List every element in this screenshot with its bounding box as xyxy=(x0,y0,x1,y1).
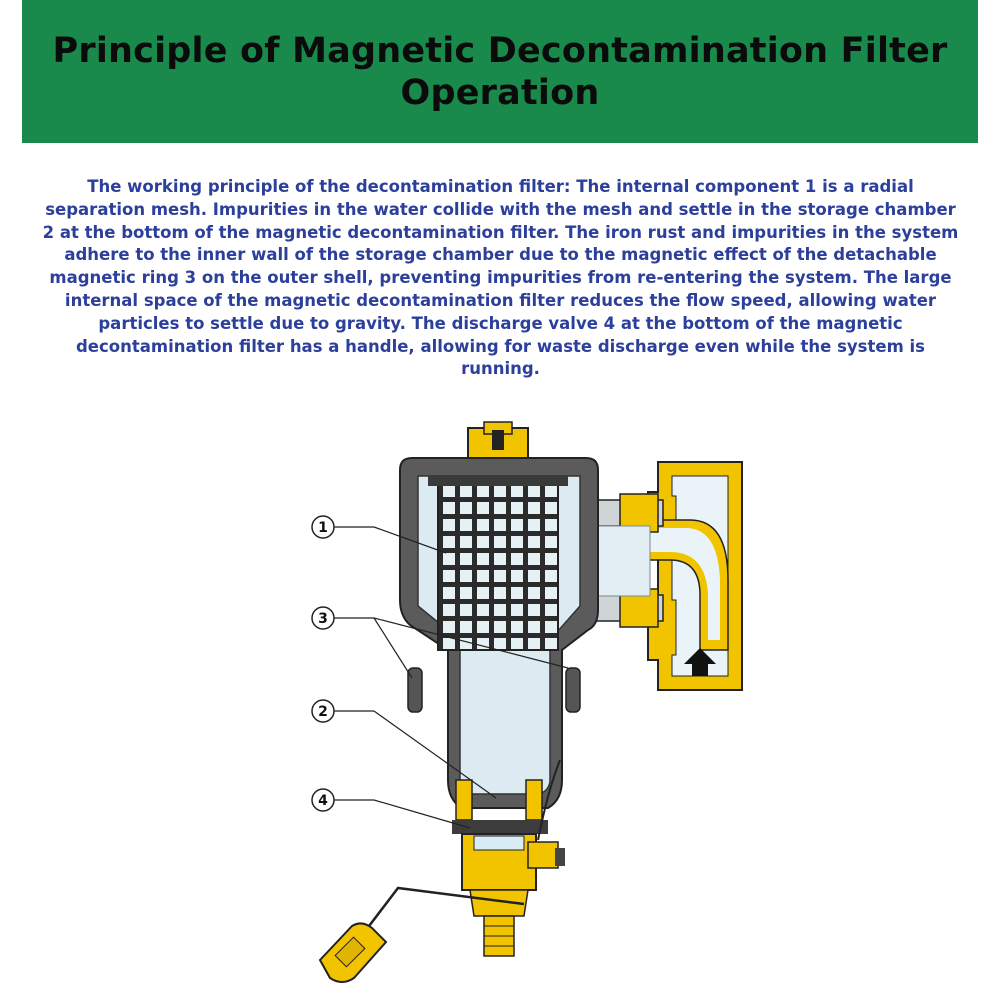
callout-label-1: 1 xyxy=(318,520,328,536)
separation-mesh xyxy=(428,476,568,650)
description-text: The working principle of the decontamination filter: The internal component 1 is a radial separation mesh. Impurities in the water collide with the mesh and settle in the storage chamber 2 at the bottom of the magnetic decontamination filter. The iron rust and impurities in the system adhere to the inner wall of the storage chamber due to the magnetic effect of the detachable magnetic ring 3 on the outer shell, preventing impurities from re-entering the system. The large internal space of the magnetic decontamination filter reduces the flow speed, allowing water particles to settle due to gravity. The discharge valve 4 at the bottom of the magnetic decontamination filter has a handle, allowing for waste discharge even while the system is running. xyxy=(42,177,959,379)
page-title: Principle of Magnetic Decontamination Filter Operation xyxy=(52,30,948,113)
callout-label-3: 3 xyxy=(318,611,328,627)
callout-label-2: 2 xyxy=(318,704,328,720)
callout-4 xyxy=(312,789,470,828)
callout-label-4: 4 xyxy=(318,793,328,809)
